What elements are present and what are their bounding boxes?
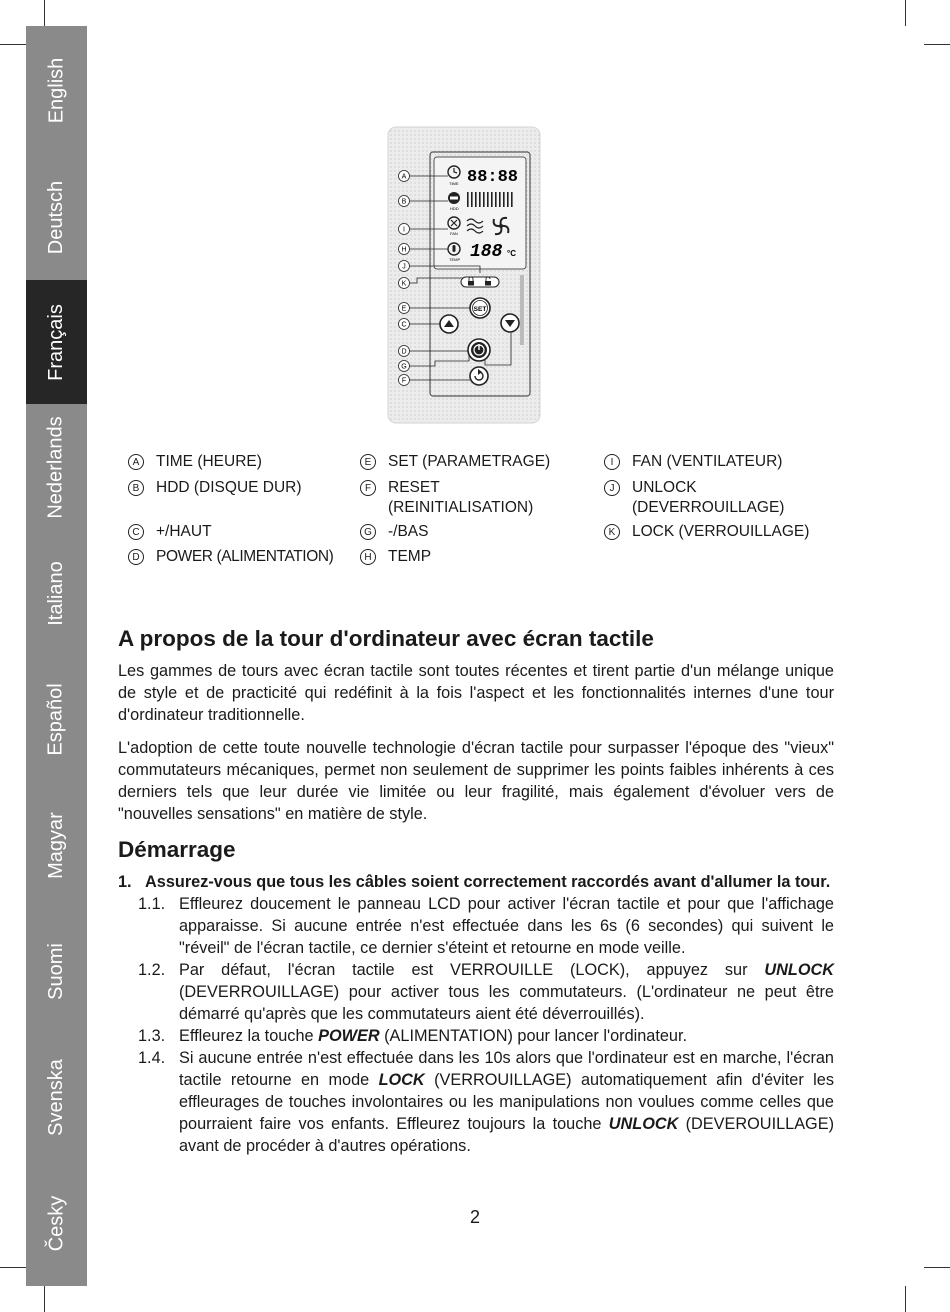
- keyword-power: POWER: [318, 1027, 380, 1045]
- crop-mark: [924, 1267, 950, 1268]
- legend-item-time: [128, 452, 262, 472]
- language-tab-espanol[interactable]: Español: [45, 682, 67, 756]
- legend-label: SET (PARAMETRAGE): [388, 453, 551, 470]
- substep-text: Si aucune entrée n'est effectuée dans les 10s alors que l'ordinateur est en marche, l'écran tactile retourne en mode LOCK (VERROUILLAGE) automatiquement afin d'éviter les effleurages de touches involontaires ou les manipulations non voulues comme celles que pourraient faire vos enfants. Effleurez toujours la touche UNLOCK (DEVEROUILLAGE) avant de procéder à d'autres opérations.: [179, 1049, 835, 1155]
- legend-item-fan: [604, 452, 782, 472]
- legend-item-power: [128, 547, 333, 567]
- callout-letter: J: [402, 263, 406, 271]
- callout-letter: F: [401, 377, 407, 385]
- set-button[interactable]: [470, 298, 490, 318]
- lcd-label-temp: TEMP: [449, 257, 461, 262]
- reset-button[interactable]: [470, 367, 488, 385]
- substep-1-1: [118, 893, 834, 959]
- language-tab-cesky[interactable]: Česky: [44, 1195, 67, 1251]
- substep-text: Effleurez doucement le panneau LCD pour activer l'écran tactile et pour que l'affichage apparaisse. Si aucune entrée n'est effectuée dans les 6s (6 secondes) qui suivent le "réveil" de l'écran tactile, ce dernier s'éteint et retourne en mode veille.: [179, 895, 834, 957]
- lcd-temp-digits: 188: [470, 242, 503, 262]
- legend-marker: F: [360, 480, 376, 496]
- legend-marker: A: [128, 454, 144, 470]
- legend-label: HDD (DISQUE DUR): [156, 479, 302, 496]
- crop-mark: [924, 44, 950, 45]
- callout-letter: C: [401, 321, 407, 329]
- callout-letter: H: [401, 246, 407, 254]
- legend-label: -/BAS: [388, 523, 429, 540]
- legend-label: RESET (REINITIALISATION): [388, 479, 534, 516]
- legend-label: TEMP: [388, 548, 432, 565]
- legend-marker: H: [360, 549, 376, 565]
- legend-item-hdd: [128, 478, 302, 498]
- language-tab-suomi[interactable]: Suomi: [44, 942, 67, 1000]
- lcd-clock-digits: 88:88: [467, 168, 519, 187]
- step-text: Assurez-vous que tous les câbles soient correctement raccordés avant d'allumer la tour.: [145, 873, 831, 891]
- keyword-lock: LOCK: [378, 1071, 425, 1089]
- step-number: 1.: [118, 873, 132, 891]
- legend-item-set: [360, 452, 550, 472]
- crop-mark: [0, 44, 26, 45]
- legend-marker: D: [128, 549, 144, 565]
- crop-mark: [44, 1286, 45, 1312]
- lcd-label-hdd: HDD: [450, 206, 459, 211]
- legend-item-unlock: [604, 478, 807, 518]
- crop-mark: [905, 0, 906, 26]
- language-tab-magyar[interactable]: Magyar: [45, 811, 68, 879]
- language-tab-svenska[interactable]: Svenska: [45, 1058, 67, 1136]
- language-tab-deutsch[interactable]: Deutsch: [45, 180, 67, 254]
- section-title-about: A propos de la tour d'ordinateur avec écran tactile: [118, 626, 654, 651]
- keyword-unlock: UNLOCK: [608, 1115, 679, 1133]
- paragraph: L'adoption de cette toute nouvelle technologie d'écran tactile pour surpasser l'époque des "vieux" commutateurs mécaniques, permet non seulement de supprimer les points faibles inhérents à ces derniers tels que leur durée vie limitée ou leur fragilité, mais également d'évoluer vers de "nouvelles sensations" en matière de style.: [118, 739, 834, 823]
- legend-item-reset: [360, 478, 548, 518]
- language-tab-nederlands[interactable]: Nederlands: [45, 415, 68, 519]
- power-button[interactable]: [468, 339, 490, 361]
- legend-marker: I: [604, 454, 620, 470]
- legend-item-lock: [604, 522, 809, 542]
- main-content: [118, 624, 834, 1157]
- substep-text: Effleurez la touche POWER (ALIMENTATION) pour lancer l'ordinateur.: [179, 1027, 688, 1045]
- legend-label: LOCK (VERROUILLAGE): [632, 523, 810, 540]
- section-title-startup: Démarrage: [118, 837, 236, 862]
- crop-mark: [905, 1286, 906, 1312]
- touch-panel-diagram: [385, 125, 543, 425]
- legend-marker: B: [128, 480, 144, 496]
- substep-number: 1.2.: [138, 961, 166, 979]
- legend-marker: G: [360, 524, 376, 540]
- callout-letter: D: [401, 348, 407, 356]
- legend-marker: K: [604, 524, 620, 540]
- language-tab-english[interactable]: English: [45, 57, 68, 123]
- substep-1-2: [118, 959, 834, 1025]
- substep-1-4: [118, 1047, 834, 1157]
- callout-letter: A: [401, 173, 407, 181]
- crop-mark: [44, 0, 45, 26]
- step-1: [118, 871, 834, 893]
- substep-number: 1.1.: [138, 895, 166, 913]
- legend-marker: E: [360, 454, 376, 470]
- down-button[interactable]: [501, 314, 519, 332]
- legend-label: UNLOCK (DEVERROUILLAGE): [632, 479, 785, 516]
- legend-marker: J: [604, 480, 620, 496]
- legend-label: TIME (HEURE): [156, 453, 262, 470]
- substep-number: 1.3.: [138, 1027, 166, 1045]
- legend-label: +/HAUT: [156, 523, 212, 540]
- callout-letter: E: [401, 305, 407, 313]
- set-button-label: SET: [473, 306, 487, 313]
- lcd-label-time: TIME: [449, 181, 459, 186]
- legend-label: POWER (ALIMENTATION): [156, 548, 334, 565]
- substep-text: Par défaut, l'écran tactile est VERROUILLE (LOCK), appuyez sur UNLOCK (DEVERROUILLAGE) pour activer tous les commutateurs. (L'ordinateur ne peut être démarré qu'après que les commutateurs aient été déverrouillés).: [179, 961, 834, 1023]
- legend-item-temp: [360, 547, 431, 567]
- page-number: 2: [469, 1207, 480, 1227]
- legend-marker: C: [128, 524, 144, 540]
- paragraph: Les gammes de tours avec écran tactile sont toutes récentes et tirent partie d'un mélange unique de style et de practicité qui redéfinit à la fois l'aspect et les fonctionnalités internes d'une tour d'ordinateur traditionnelle.: [118, 662, 834, 724]
- callout-letter: G: [401, 363, 407, 371]
- legend-item-up: [128, 522, 212, 542]
- substep-number: 1.4.: [138, 1049, 166, 1067]
- lcd-label-fan: FAN: [450, 231, 458, 236]
- legend-item-down: [360, 522, 428, 542]
- language-tab-italiano[interactable]: Italiano: [45, 560, 67, 626]
- lcd-temp-unit: °C: [507, 249, 516, 258]
- substep-1-3: [118, 1025, 834, 1047]
- callout-letter: K: [401, 280, 407, 288]
- up-button[interactable]: [440, 315, 458, 333]
- keyword-unlock: UNLOCK: [764, 961, 834, 979]
- callout-letter: I: [403, 226, 405, 234]
- crop-mark: [0, 1267, 26, 1268]
- callout-letter: B: [401, 198, 407, 206]
- language-tab-francais[interactable]: Français: [26, 280, 87, 404]
- legend-label: FAN (VENTILATEUR): [632, 453, 783, 470]
- language-sidebar: [26, 26, 87, 1286]
